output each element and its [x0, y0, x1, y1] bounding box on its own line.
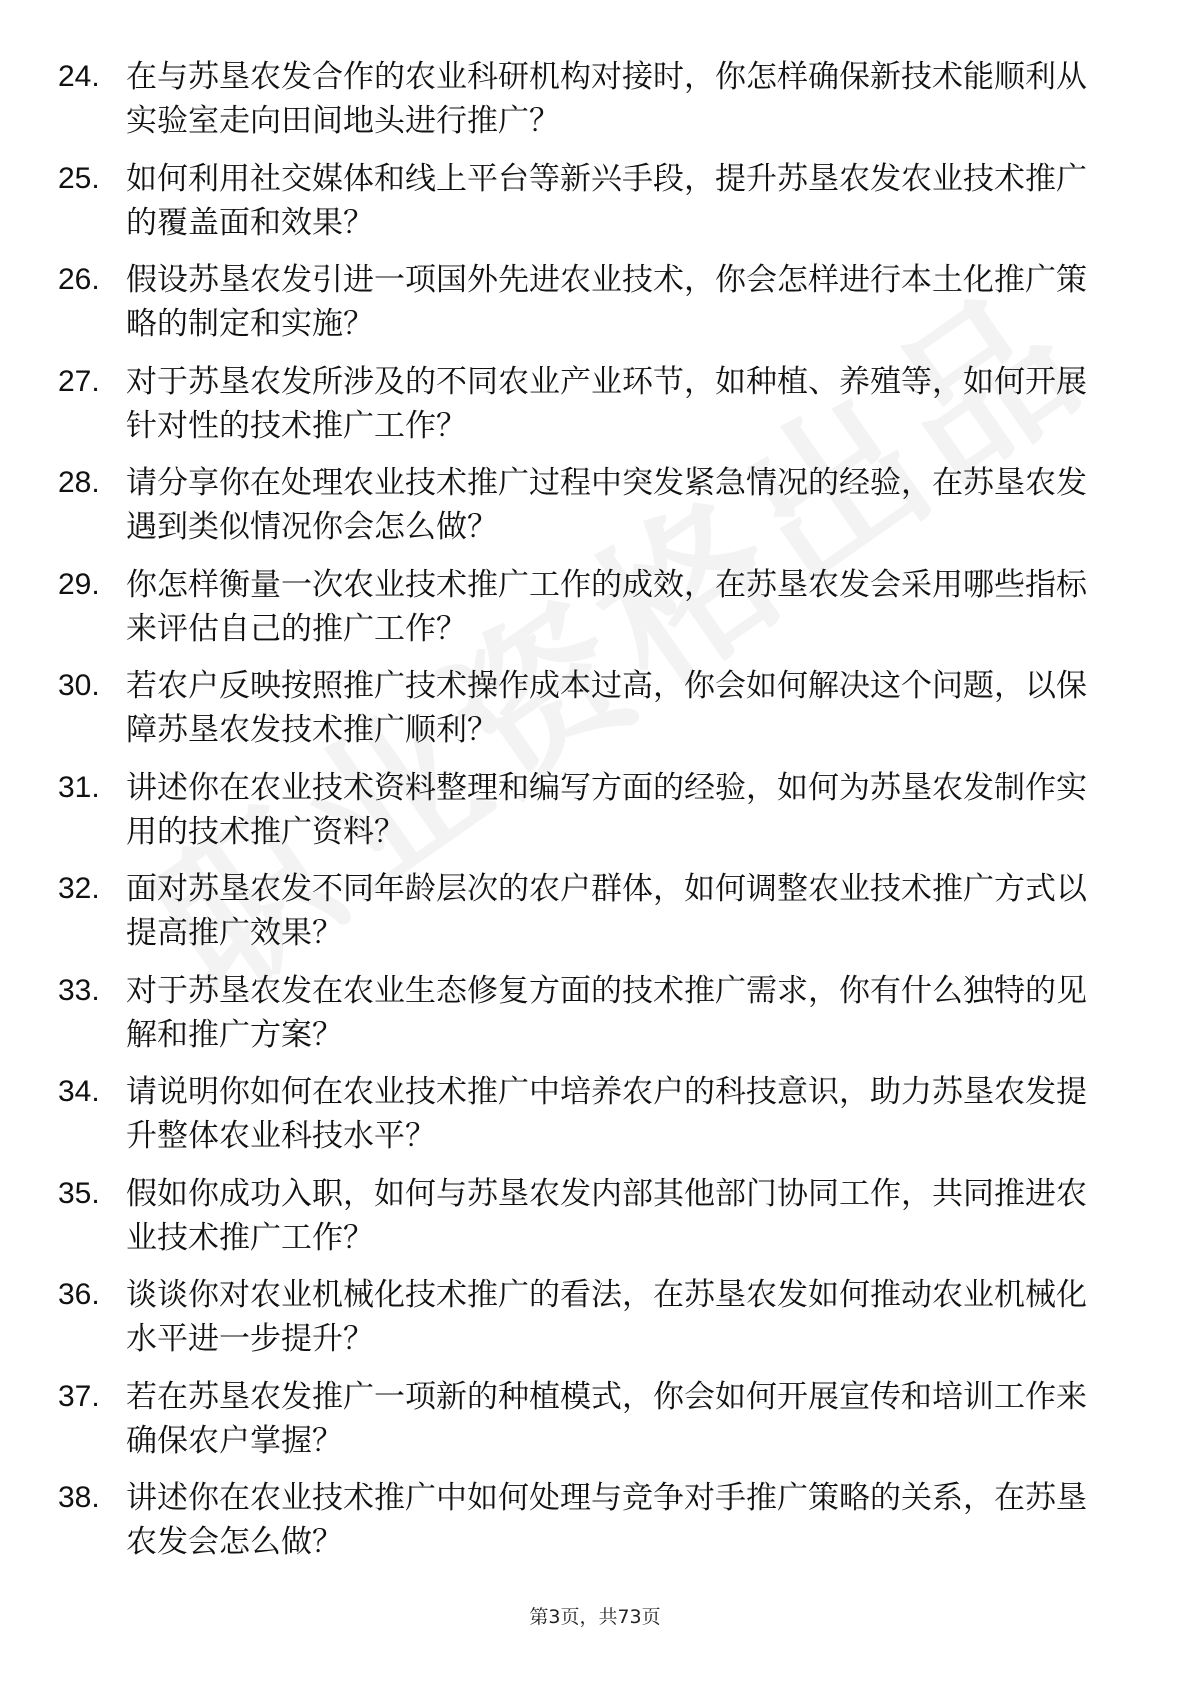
question-text: 你怎样衡量一次农业技术推广工作的成效，在苏垦农发会采用哪些指标来评估自己的推广工作？ [126, 566, 1087, 647]
question-text: 请说明你如何在农业技术推广中培养农户的科技意识，助力苏垦农发提升整体农业科技水平？ [126, 1074, 1087, 1154]
question-number: 29. [58, 567, 100, 601]
question-number: 36. [58, 1278, 100, 1311]
question-text: 假如你成功入职，如何与苏垦农发内部其他部门协同工作，共同推进农业技术推广工作？ [126, 1175, 1087, 1256]
question-number: 24. [58, 60, 100, 93]
list-item [58, 969, 1118, 1071]
question-text: 面对苏垦农发不同年龄层次的农户群体，如何调整农业技术推广方式以提高推广效果？ [126, 871, 1087, 951]
question-text: 讲述你在农业技术推广中如何处理与竞争对手推广策略的关系，在苏垦农发会怎么做？ [126, 1480, 1087, 1560]
list-item [58, 563, 1118, 665]
question-number: 37. [58, 1379, 100, 1413]
list-item [58, 1375, 1118, 1477]
question-number: 27. [58, 364, 100, 398]
list-item [58, 360, 1118, 462]
question-number: 38. [58, 1481, 100, 1514]
question-list [58, 55, 1118, 1578]
question-text: 对于苏垦农发所涉及的不同农业产业环节，如种植、养殖等，如何开展针对性的技术推广工作？ [126, 363, 1087, 444]
list-item [58, 55, 1118, 157]
question-text: 讲述你在农业技术资料整理和编写方面的经验，如何为苏垦农发制作实用的技术推广资料？ [126, 769, 1087, 850]
question-number: 28. [58, 466, 100, 499]
question-text: 在与苏垦农发合作的农业科研机构对接时，你怎样确保新技术能顺利从实验室走向田间地头进行推广？ [126, 59, 1087, 139]
list-item [58, 1172, 1118, 1274]
list-item [58, 664, 1118, 766]
list-item [58, 1070, 1118, 1172]
question-text: 假设苏垦农发引进一项国外先进农业技术，你会怎样进行本土化推广策略的制定和实施？ [126, 262, 1087, 342]
question-number: 34. [58, 1075, 100, 1108]
question-text: 谈谈你对农业机械化技术推广的看法，在苏垦农发如何推动农业机械化水平进一步提升？ [126, 1277, 1087, 1357]
question-number: 32. [58, 872, 100, 905]
question-number: 26. [58, 263, 100, 296]
question-number: 25. [58, 161, 100, 195]
list-item [58, 1476, 1118, 1578]
question-text: 若农户反映按照推广技术操作成本过高，你会如何解决这个问题，以保障苏垦农发技术推广顺利？ [126, 668, 1087, 748]
question-text: 请分享你在处理农业技术推广过程中突发紧急情况的经验，在苏垦农发遇到类似情况你会怎么做？ [126, 465, 1087, 545]
list-item [58, 1273, 1118, 1375]
list-item [58, 258, 1118, 360]
page-footer: 第3页，共73页 [529, 1606, 661, 1628]
question-text: 对于苏垦农发在农业生态修复方面的技术推广需求，你有什么独特的见解和推广方案？ [126, 972, 1087, 1053]
question-number: 33. [58, 973, 100, 1007]
question-number: 30. [58, 669, 100, 702]
question-text: 如何利用社交媒体和线上平台等新兴手段，提升苏垦农发农业技术推广的覆盖面和效果？ [126, 160, 1087, 241]
list-item [58, 766, 1118, 868]
question-number: 31. [58, 770, 100, 804]
list-item [58, 157, 1118, 259]
list-item [58, 461, 1118, 563]
question-text: 若在苏垦农发推广一项新的种植模式，你会如何开展宣传和培训工作来确保农户掌握？ [126, 1378, 1087, 1459]
list-item [58, 867, 1118, 969]
question-number: 35. [58, 1176, 100, 1210]
